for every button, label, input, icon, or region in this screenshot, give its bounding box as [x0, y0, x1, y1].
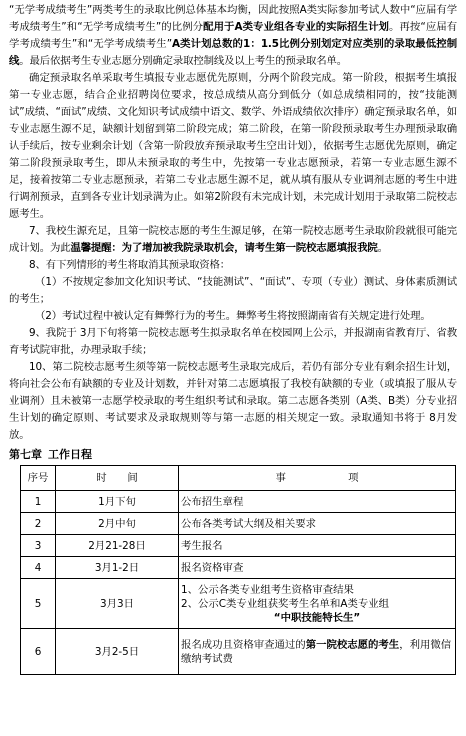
text-run: 7、我校生源充足，且第一院校志愿的考生生源足够，在第一院校志愿考生录取阶段就很可能完成计划。为此	[9, 225, 457, 254]
chapter-number: 第七章	[9, 448, 42, 461]
text-run: （1）不按规定参加文化知识考试、“技能测试”、“面试”、专项（专业）测试、身体素质测试的考生；	[9, 276, 457, 305]
row-number: 4	[21, 557, 56, 579]
item-line: “中职技能特长生”	[273, 611, 361, 624]
chapter-heading	[9, 446, 457, 463]
row-number: 2	[21, 513, 56, 535]
bold-text: 第一院校志愿的考生	[305, 638, 400, 651]
item-line: 公布各类考试大纲及相关要求	[181, 517, 317, 530]
paragraph	[9, 2, 457, 70]
table-row	[21, 557, 456, 579]
row-item	[179, 579, 456, 629]
text-run: （2）考试过程中被认定有舞弊行为的考生。舞弊考生将按照湖南省有关规定进行处理。	[35, 310, 431, 322]
item-line: 考生报名	[181, 539, 223, 552]
paragraph	[9, 70, 457, 223]
paragraph	[9, 359, 457, 444]
row-item	[179, 629, 456, 675]
body-text	[9, 2, 457, 444]
schedule-table	[20, 465, 456, 675]
text-run: 10、第二院校志愿考生须等第一院校志愿考生录取完成后，若仍有部分专业有剩余招生计划，将向社会公布有缺额的专业及计划数，并针对第二志愿填报了我校有缺额的专业（或填报了服从专业调剂）且未被第一志愿学校录取的考生组织考试和录取。第二志愿各类别（A类、B类）分专业招生计划的确定原则、考试要求及录取规则等与第一志愿的相关规定一致。录取通知书将于 8月发放。	[9, 361, 457, 441]
item-line: 1、公示各类专业组考生资格审查结果	[181, 583, 354, 596]
bold-text: A类计划总数的1：1.5比例分别划定对应类别的录取最低控制线	[9, 38, 457, 67]
row-number: 1	[21, 491, 56, 513]
row-time: 1月下旬	[56, 491, 179, 513]
paragraph	[9, 257, 457, 274]
text-run: “无学考成绩考生”两类考生的录取比例总体基本均衡，因此按照A类实际参加考试人数中“应届有学考成绩考生”和“无学考成绩考生”的比例分	[9, 4, 457, 33]
text-run: 。最后依据考生专业志愿分别确定录取控制线及以上考生的预录取名单。	[19, 55, 347, 67]
row-time: 2月21-28日	[56, 535, 179, 557]
item-line: 公布招生章程	[181, 495, 244, 508]
text-run: 。再按“应届有学考成绩考生”和“无学考成绩考生”	[9, 21, 457, 50]
row-number: 6	[21, 629, 56, 675]
table-row	[21, 629, 456, 675]
header-number: 序号	[21, 466, 56, 491]
row-time: 3月2-5日	[56, 629, 179, 675]
paragraph	[9, 274, 457, 308]
paragraph	[9, 308, 457, 325]
row-item	[179, 535, 456, 557]
paragraph	[9, 223, 457, 257]
row-item	[179, 513, 456, 535]
paragraph	[9, 325, 457, 359]
schedule-header-row	[21, 466, 456, 491]
item-line: 报名资格审查	[181, 561, 244, 574]
table-row	[21, 491, 456, 513]
row-item	[179, 557, 456, 579]
header-time: 时 间	[56, 466, 179, 491]
text-run: 8、有下列情形的考生将取消其预录取资格：	[29, 259, 231, 271]
text-run: 9、我院于 3月下旬将第一院校志愿考生拟录取名单在校园网上公示，并报湖南省教育厅、省教育考试院审批，办理录取手续；	[9, 327, 457, 356]
table-row	[21, 535, 456, 557]
text-run: 报名成功且资格审查通过的	[181, 638, 306, 651]
row-time: 3月3日	[56, 579, 179, 629]
table-row	[21, 579, 456, 629]
row-number: 3	[21, 535, 56, 557]
text-run: 确定预录取名单采取考生填报专业志愿优先原则，分两个阶段完成。第一阶段，根据考生填报第一专业志愿，结合企业招聘岗位要求，按总成绩从高分到低分（如总成绩相同的，按“技能测试”成绩、“面试”成绩、文化知识考试成绩中语文、数学、外语成绩依次排序）确定预录取名单，如专业志愿生源不足，缺额计划留到第二阶段完成；第二阶段，在第一阶段预录取考生办理预录取确认手续后，按专业剩余计划（含第一阶段放弃预录取考生空出计划），依据考生志愿优先原则，确定第二阶段预录取考生，即从未预录取的考生中，先按第一专业志愿预录，若第一专业志愿生源不足，接着按第二专业志愿预录，若第二专业志愿生源不足，就从填有服从专业调剂志愿的考生中进行调剂预录，直到各专业计划录满为止。如第2阶段有未完成计划，未完成计划用于录取第二院校志愿考生。	[9, 72, 457, 220]
chapter-title: 工作日程	[48, 448, 92, 461]
row-item	[179, 491, 456, 513]
text-run: ，利用微信缴纳考试费	[181, 638, 452, 665]
row-time: 2月中旬	[56, 513, 179, 535]
text-run: 。	[377, 242, 388, 254]
bold-text: 配用于A类专业组各专业的实际招生计划	[203, 21, 390, 33]
header-item: 事 项	[179, 466, 456, 491]
item-line: 2、公示C类专业组获奖考生名单和A类专业组	[181, 597, 390, 610]
bold-text: 温馨提醒：为了增加被我院录取机会，请考生第一院校志愿填报我院	[70, 242, 378, 254]
table-row	[21, 513, 456, 535]
row-time: 3月1-2日	[56, 557, 179, 579]
row-number: 5	[21, 579, 56, 629]
